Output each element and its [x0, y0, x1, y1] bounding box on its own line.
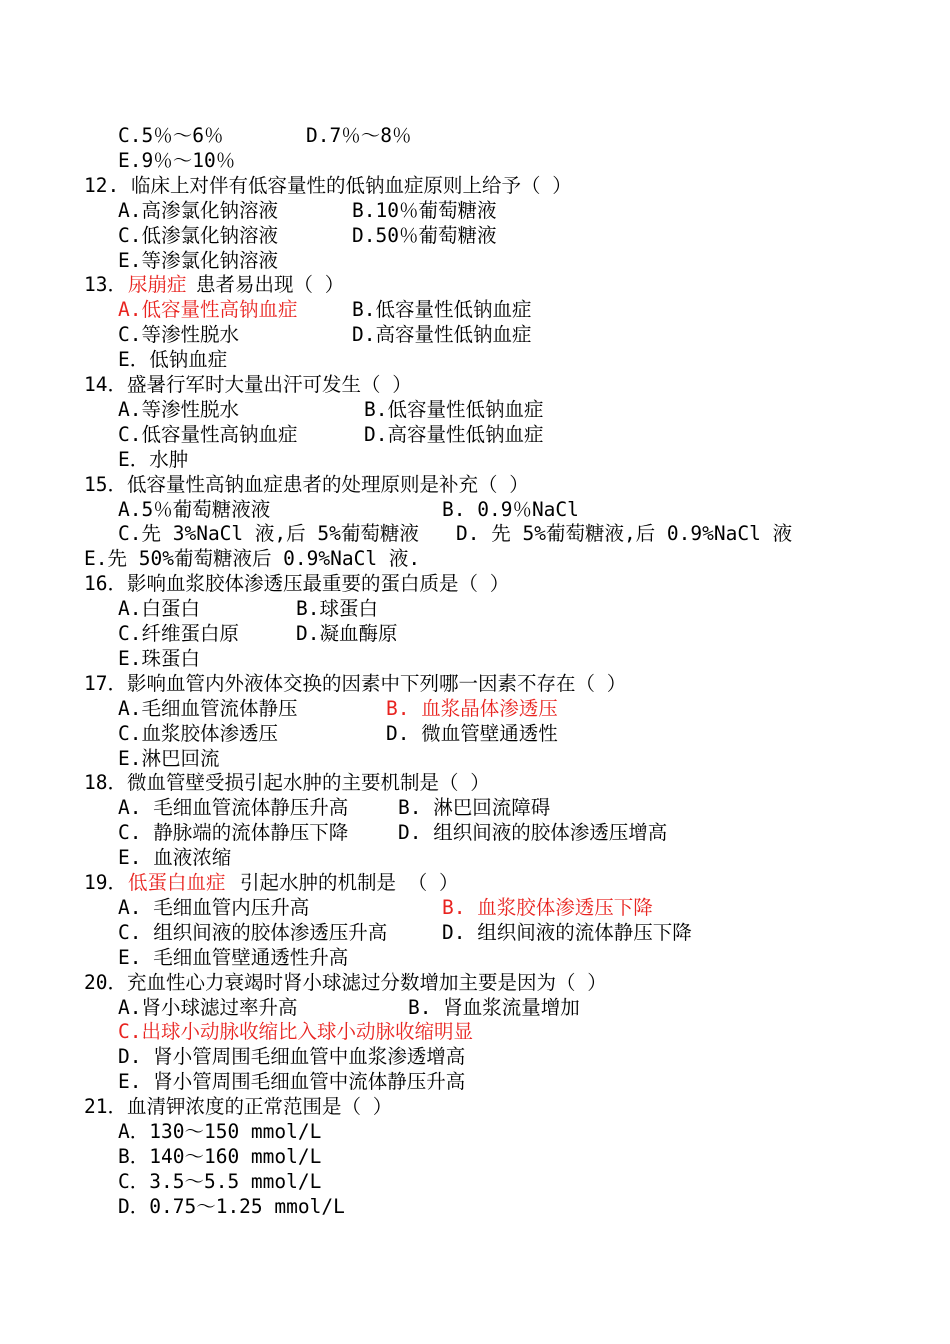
- text-line: [118, 1145, 950, 1169]
- text-line: [118, 796, 950, 820]
- text-line: [118, 1020, 950, 1044]
- text-segment: B．140～160 mmol/L: [118, 1144, 322, 1168]
- text-segment: 引起水肿的机制是 （ ）: [240, 871, 459, 894]
- text-segment: E.淋巴回流: [118, 746, 220, 770]
- highlighted-text: A.低容量性高钠血症: [118, 298, 298, 322]
- text-line: [118, 647, 950, 671]
- text-line: [118, 249, 950, 273]
- text-segment: E. 毛细血管壁通透性升高: [118, 945, 349, 969]
- text-segment: 20．充血性心力衰竭时肾小球滤过分数增加主要是因为（ ）: [84, 970, 607, 994]
- text-segment: C.等渗性脱水: [118, 323, 239, 347]
- text-line: [118, 846, 950, 870]
- text-segment: C．3.5～5.5 mmol/L: [118, 1169, 322, 1193]
- text-segment: E. 肾小管周围毛细血管中流体静压升高: [118, 1070, 466, 1094]
- text-line: [118, 522, 950, 546]
- text-segment: B.低容量性低钠血症: [364, 397, 544, 421]
- text-line: [118, 1045, 950, 1069]
- text-line: [84, 871, 934, 895]
- text-segment: B.10％葡萄糖液: [352, 198, 497, 222]
- text-segment: C.纤维蛋白原: [118, 622, 239, 645]
- text-line: [84, 547, 934, 571]
- text-segment: E. 血液浓缩: [118, 846, 232, 870]
- highlighted-text: C.出球小动脉收缩比入球小动脉收缩明显: [118, 1020, 473, 1044]
- text-segment: D.50％葡萄糖液: [352, 223, 497, 247]
- highlighted-text: B. 血浆晶体渗透压: [386, 696, 558, 720]
- text-segment: 19．: [84, 871, 127, 894]
- text-line: [84, 273, 934, 297]
- text-segment: E．水肿: [118, 447, 189, 471]
- text-line: [84, 771, 934, 795]
- text-segment: 21．血清钾浓度的正常范围是（ ）: [84, 1095, 393, 1119]
- text-segment: C. 静脉端的流体静压下降: [118, 821, 349, 845]
- text-line: [118, 896, 950, 920]
- text-segment: 13．: [84, 273, 127, 297]
- text-line: [118, 498, 950, 522]
- highlighted-text: B. 血浆胶体渗透压下降: [442, 895, 653, 919]
- text-line: [118, 323, 950, 347]
- highlighted-text: 低蛋白血症: [128, 871, 226, 894]
- text-segment: E.9％～10％: [118, 148, 236, 172]
- text-line: [118, 124, 950, 148]
- text-segment: D. 肾小管周围毛细血管中血浆渗透增高: [118, 1045, 466, 1069]
- text-line: [84, 1095, 934, 1119]
- text-line: [118, 722, 950, 746]
- text-line: [84, 971, 934, 995]
- text-segment: 15．低容量性高钠血症患者的处理原则是补充（ ）: [84, 472, 529, 496]
- text-segment: E.珠蛋白: [118, 646, 200, 670]
- text-line: [118, 697, 950, 721]
- text-line: [118, 946, 950, 970]
- text-segment: D.高容量性低钠血症: [352, 323, 532, 347]
- text-segment: E.等渗氯化钠溶液: [118, 248, 278, 272]
- text-segment: 12. 临床上对伴有低容量性的低钠血症原则上给予（ ）: [84, 173, 572, 197]
- text-line: [118, 747, 950, 771]
- text-segment: D. 组织间液的胶体渗透压增高: [398, 821, 668, 845]
- text-line: [118, 298, 950, 322]
- text-segment: D.高容量性低钠血症: [364, 422, 544, 446]
- text-line: [84, 473, 934, 497]
- text-line: [118, 1070, 950, 1094]
- text-segment: E．低钠血症: [118, 348, 228, 372]
- text-line: [118, 1170, 950, 1194]
- text-line: [118, 622, 950, 646]
- text-segment: A.高渗氯化钠溶液: [118, 198, 278, 222]
- text-segment: C.先 3%NaCl 液,后 5%葡萄糖液: [118, 522, 419, 546]
- text-segment: D. 先 5%葡萄糖液,后 0.9%NaCl 液: [456, 522, 793, 546]
- text-line: [118, 423, 950, 447]
- text-segment: A. 毛细血管内压升高: [118, 895, 310, 919]
- text-line: [118, 996, 950, 1020]
- text-line: [84, 174, 934, 198]
- text-segment: A．130～150 mmol/L: [118, 1120, 322, 1143]
- text-segment: A.毛细血管流体静压: [118, 696, 298, 720]
- text-line: [84, 672, 934, 696]
- text-segment: 14．盛暑行军时大量出汗可发生（ ）: [84, 373, 412, 396]
- text-line: [118, 821, 950, 845]
- text-segment: C. 组织间液的胶体渗透压升高: [118, 920, 388, 944]
- text-segment: D. 微血管壁通透性: [386, 721, 558, 745]
- text-segment: B. 肾血浆流量增加: [408, 995, 580, 1019]
- text-line: [118, 1120, 950, 1144]
- text-segment: D．0.75～1.25 mmol/L: [118, 1194, 345, 1218]
- text-segment: 16．影响血浆胶体渗透压最重要的蛋白质是（ ）: [84, 572, 510, 596]
- text-line: [118, 348, 950, 372]
- text-line: [118, 398, 950, 422]
- text-line: [118, 224, 950, 248]
- text-segment: 患者易出现（ ）: [196, 273, 345, 297]
- text-segment: A.等渗性脱水: [118, 397, 239, 421]
- text-line: [84, 572, 934, 596]
- text-segment: B. 淋巴回流障碍: [398, 796, 551, 820]
- text-segment: 17．影响血管内外液体交换的因素中下列哪一因素不存在（ ）: [84, 671, 627, 695]
- text-segment: E.先 50%葡萄糖液后 0.9%NaCl 液.: [84, 547, 421, 571]
- highlighted-text: 尿崩症: [128, 273, 187, 297]
- text-segment: C.血浆胶体渗透压: [118, 721, 278, 745]
- text-segment: C.低渗氯化钠溶液: [118, 223, 278, 247]
- text-segment: D. 组织间液的流体静压下降: [442, 920, 692, 944]
- text-segment: C.低容量性高钠血症: [118, 422, 298, 446]
- text-line: [118, 597, 950, 621]
- text-segment: A.5％葡萄糖液液: [118, 497, 271, 521]
- text-line: [118, 448, 950, 472]
- text-segment: B.球蛋白: [296, 597, 378, 621]
- text-line: [84, 373, 934, 397]
- text-segment: A. 毛细血管流体静压升高: [118, 796, 349, 820]
- text-segment: A.肾小球滤过率升高: [118, 995, 298, 1019]
- text-segment: B. 0.9％NaCl: [442, 497, 579, 521]
- text-segment: D.7％～8％: [306, 124, 412, 147]
- text-segment: C.5％～6％: [118, 124, 224, 147]
- text-segment: B.低容量性低钠血症: [352, 298, 532, 322]
- text-line: [118, 149, 950, 173]
- text-segment: D.凝血酶原: [296, 622, 398, 645]
- text-segment: A.白蛋白: [118, 597, 200, 621]
- text-line: [118, 1195, 950, 1219]
- text-line: [118, 199, 950, 223]
- text-line: [118, 921, 950, 945]
- text-segment: 18．微血管壁受损引起水肿的主要机制是（ ）: [84, 771, 490, 795]
